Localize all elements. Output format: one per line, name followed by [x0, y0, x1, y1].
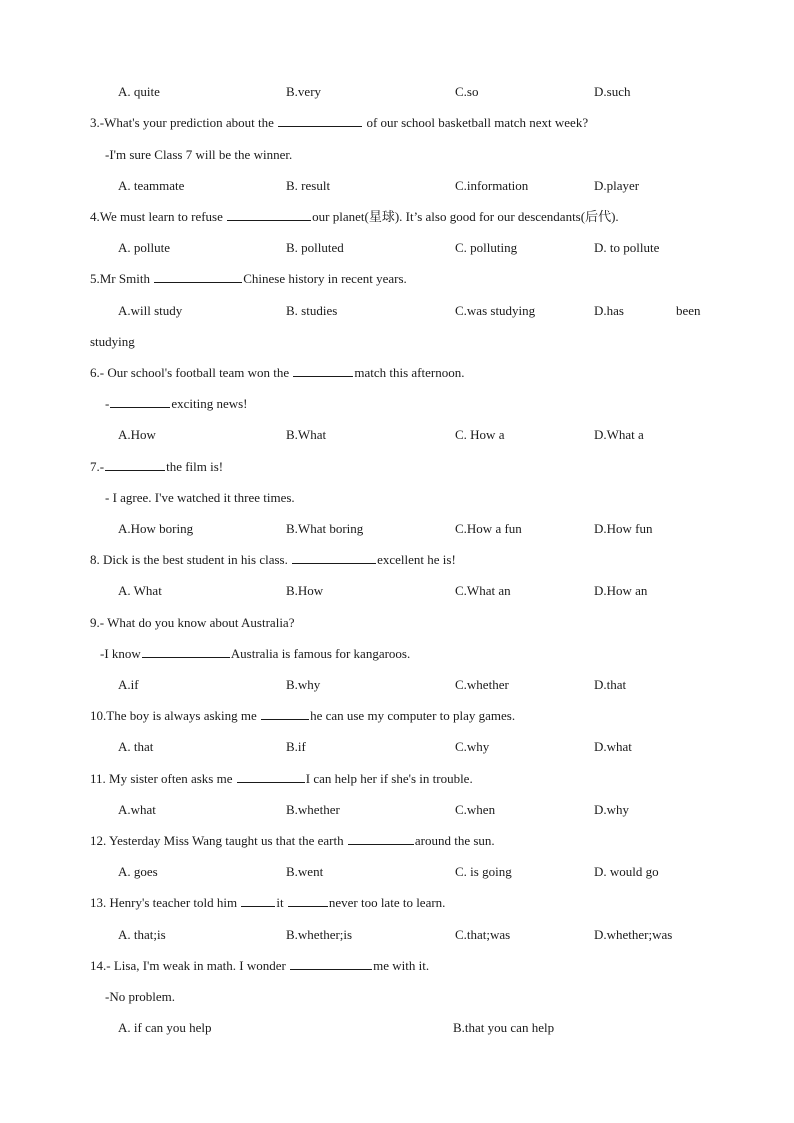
- q3-reply: -I'm sure Class 7 will be the winner.: [105, 147, 293, 162]
- q12-stem-text-a: 12. Yesterday Miss Wang taught us that the earth: [90, 833, 347, 848]
- q12-stem: [90, 832, 730, 850]
- q9-reply-text-b: Australia is famous for kangaroos.: [230, 646, 411, 661]
- q5-stem-text-b: Chinese history in recent years.: [243, 271, 407, 286]
- q3-option-a[interactable]: A. teammate: [118, 178, 185, 193]
- q14-stem: [90, 957, 730, 975]
- q12-option-c[interactable]: C. is going: [455, 864, 512, 879]
- q12-answer-blank[interactable]: [348, 832, 414, 845]
- q3-option-c[interactable]: C.information: [455, 178, 529, 193]
- q5-option-d-wrap: studying: [90, 334, 135, 349]
- q4-answer-blank[interactable]: [227, 208, 311, 221]
- q5-option-d[interactable]: D.has: [594, 303, 624, 318]
- q4-option-c[interactable]: C. polluting: [455, 240, 518, 255]
- q9-reply: [100, 645, 740, 663]
- q9-option-b[interactable]: B.why: [286, 677, 321, 692]
- q7-option-a[interactable]: A.How boring: [118, 521, 194, 536]
- q4-option-a[interactable]: A. pollute: [118, 240, 170, 255]
- q6-option-a[interactable]: A.How: [118, 427, 156, 442]
- q10-options: [118, 738, 738, 756]
- q8-stem-text-a: 8. Dick is the best student in his class.: [90, 552, 292, 567]
- q6-reply-blank[interactable]: [110, 395, 170, 408]
- q5-option-c[interactable]: C.was studying: [455, 303, 536, 318]
- q6-option-c[interactable]: C. How a: [455, 427, 505, 442]
- q6-stem-text-a: 6.- Our school's football team won the: [90, 365, 293, 380]
- q9-option-c[interactable]: C.whether: [455, 677, 509, 692]
- q5-stem: [90, 270, 730, 288]
- q6-answer-blank[interactable]: [293, 364, 353, 377]
- q3-stem: [90, 114, 730, 132]
- q4-stem: [90, 208, 730, 226]
- q3-option-b[interactable]: B. result: [286, 178, 331, 193]
- q4-stem-text-b: our planet(星球). It’s also good for our descendants(后代).: [312, 209, 619, 224]
- q6-reply-text-a: -: [105, 396, 110, 411]
- q11-stem: [90, 770, 730, 788]
- q5-option-d-continued: been: [676, 303, 701, 318]
- q14-options: [118, 1019, 738, 1037]
- q5-stem-text-a: 5.Mr Smith: [90, 271, 154, 286]
- q8-options: [118, 582, 738, 600]
- q11-option-b[interactable]: B.whether: [286, 802, 340, 817]
- q7-options: [118, 520, 738, 538]
- q6-reply: [105, 395, 745, 413]
- q2-options: [118, 83, 738, 101]
- q5-options: [118, 302, 738, 320]
- q10-stem-text-b: he can use my computer to play games.: [310, 708, 516, 723]
- q9-option-a[interactable]: A.if: [118, 677, 139, 692]
- q14-option-b[interactable]: B.that you can help: [453, 1020, 555, 1035]
- q8-stem: [90, 551, 730, 569]
- q6-stem: [90, 364, 730, 382]
- q2-option-c[interactable]: C.so: [455, 84, 479, 99]
- q12-option-a[interactable]: A. goes: [118, 864, 158, 879]
- q5-option-b[interactable]: B. studies: [286, 303, 338, 318]
- q8-answer-blank[interactable]: [292, 551, 376, 564]
- q11-stem-text-a: 11. My sister often asks me: [90, 771, 236, 786]
- q7-stem: [90, 458, 730, 476]
- q4-option-d[interactable]: D. to pollute: [594, 240, 660, 255]
- q5-option-a[interactable]: A.will study: [118, 303, 183, 318]
- q7-option-c[interactable]: C.How a fun: [455, 521, 522, 536]
- q9-stem: 9.- What do you know about Australia?: [90, 615, 295, 630]
- q10-option-d[interactable]: D.what: [594, 739, 632, 754]
- q8-option-d[interactable]: D.How an: [594, 583, 648, 598]
- q6-reply-text-b: exciting news!: [171, 396, 248, 411]
- q6-option-d[interactable]: D.What a: [594, 427, 644, 442]
- q13-options: [118, 926, 738, 944]
- q12-options: [118, 863, 738, 881]
- q10-option-a[interactable]: A. that: [118, 739, 154, 754]
- q7-stem-text-a: 7.-: [90, 459, 105, 474]
- q8-option-c[interactable]: C.What an: [455, 583, 511, 598]
- q2-option-b[interactable]: B.very: [286, 84, 322, 99]
- q6-stem-text-b: match this afternoon.: [354, 365, 465, 380]
- q13-option-a[interactable]: A. that;is: [118, 927, 166, 942]
- q14-stem-text-a: 14.- Lisa, I'm weak in math. I wonder: [90, 958, 290, 973]
- q8-option-b[interactable]: B.How: [286, 583, 324, 598]
- q10-answer-blank[interactable]: [261, 707, 309, 720]
- q4-stem-text-a: 4.We must learn to refuse: [90, 209, 227, 224]
- q2-option-a[interactable]: A. quite: [118, 84, 160, 99]
- q9-answer-blank[interactable]: [142, 645, 230, 658]
- q11-option-c[interactable]: C.when: [455, 802, 496, 817]
- q8-option-a[interactable]: A. What: [118, 583, 162, 598]
- q11-option-d[interactable]: D.why: [594, 802, 630, 817]
- q7-answer-blank[interactable]: [105, 458, 165, 471]
- q12-option-d[interactable]: D. would go: [594, 864, 659, 879]
- q3-stem-text-b: of our school basketball match next week?: [363, 115, 589, 130]
- q13-option-b[interactable]: B.whether;is: [286, 927, 353, 942]
- q9-reply-text-a: -I know: [100, 646, 141, 661]
- q7-option-d[interactable]: D.How fun: [594, 521, 653, 536]
- q4-option-b[interactable]: B. polluted: [286, 240, 344, 255]
- q6-options: [118, 426, 738, 444]
- q14-option-a[interactable]: A. if can you help: [118, 1020, 212, 1035]
- q10-option-c[interactable]: C.why: [455, 739, 490, 754]
- q10-option-b[interactable]: B.if: [286, 739, 306, 754]
- q12-option-b[interactable]: B.went: [286, 864, 324, 879]
- q3-answer-blank[interactable]: [278, 114, 362, 127]
- q11-option-a[interactable]: A.what: [118, 802, 156, 817]
- q9-option-d[interactable]: D.that: [594, 677, 627, 692]
- q10-stem-text-a: 10.The boy is always asking me: [90, 708, 261, 723]
- q4-options: [118, 239, 738, 257]
- q13-stem-text-b: it: [276, 895, 287, 910]
- q13-answer-blank-2[interactable]: [288, 894, 328, 907]
- q5-answer-blank[interactable]: [154, 270, 242, 283]
- q8-stem-text-b: excellent he is!: [377, 552, 456, 567]
- q6-option-b[interactable]: B.What: [286, 427, 327, 442]
- q3-options: [118, 177, 738, 195]
- q11-answer-blank[interactable]: [237, 770, 305, 783]
- q7-stem-text-b: the film is!: [166, 459, 224, 474]
- q11-options: [118, 801, 738, 819]
- q13-option-d[interactable]: D.whether;was: [594, 927, 673, 942]
- q14-answer-blank[interactable]: [290, 957, 372, 970]
- q13-stem-text-a: 13. Henry's teacher told him: [90, 895, 241, 910]
- q7-reply: - I agree. I've watched it three times.: [105, 490, 295, 505]
- q9-options: [118, 676, 738, 694]
- q2-option-d[interactable]: D.such: [594, 84, 631, 99]
- q14-reply: -No problem.: [105, 989, 176, 1004]
- q3-stem-text-a: 3.-What's your prediction about the: [90, 115, 278, 130]
- q13-answer-blank-1[interactable]: [241, 894, 275, 907]
- q12-stem-text-b: around the sun.: [414, 833, 495, 848]
- q7-option-b[interactable]: B.What boring: [286, 521, 364, 536]
- q13-stem-text-c: never too late to learn.: [328, 895, 446, 910]
- q13-option-c[interactable]: C.that;was: [455, 927, 511, 942]
- q3-option-d[interactable]: D.player: [594, 178, 640, 193]
- q13-stem: [90, 894, 730, 912]
- q11-stem-text-b: I can help her if she's in trouble.: [305, 771, 473, 786]
- q10-stem: [90, 707, 730, 725]
- q14-stem-text-b: me with it.: [373, 958, 430, 973]
